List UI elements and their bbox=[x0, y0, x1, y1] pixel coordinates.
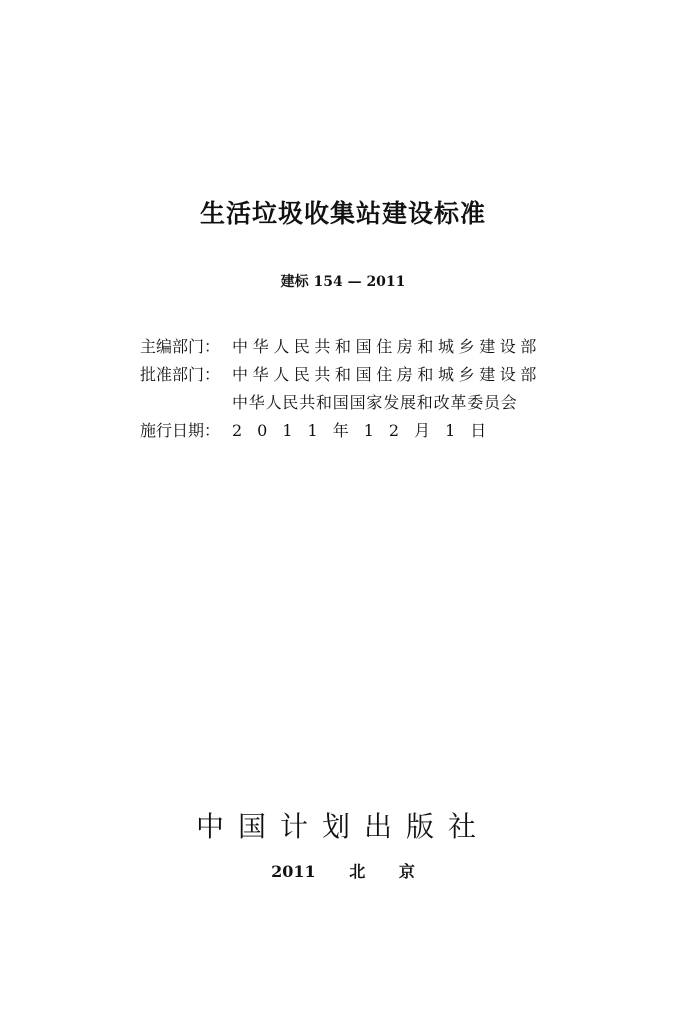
effective-date-value: 2011年12月1日 bbox=[232, 420, 502, 440]
approval-department-secondary-row bbox=[140, 387, 570, 415]
publication-details bbox=[140, 331, 570, 443]
editor-department-value: 中华人民共和国住房和城乡建设部 bbox=[232, 336, 542, 356]
approval-department-value: 中华人民共和国住房和城乡建设部 bbox=[232, 364, 542, 384]
publication-city-first: 北 bbox=[349, 862, 366, 881]
publisher-name: 中国计划出版社 bbox=[195, 810, 490, 843]
editor-department-row bbox=[140, 331, 570, 359]
publication-city-second: 京 bbox=[398, 862, 415, 881]
standard-code: 建标 154 — 2011 bbox=[280, 274, 406, 290]
publication-year: 2011 bbox=[271, 862, 316, 881]
editor-department-label: 主编部门： bbox=[140, 336, 221, 356]
effective-date-row bbox=[140, 415, 570, 443]
publication-imprint bbox=[0, 858, 686, 886]
approval-department-secondary-value: 中华人民共和国国家发展和改革委员会 bbox=[232, 392, 518, 412]
approval-department-row bbox=[140, 359, 570, 387]
document-title: 生活垃圾收集站建设标准 bbox=[199, 199, 486, 228]
approval-department-label: 批准部门： bbox=[140, 364, 221, 384]
effective-date-label: 施行日期： bbox=[140, 420, 221, 440]
